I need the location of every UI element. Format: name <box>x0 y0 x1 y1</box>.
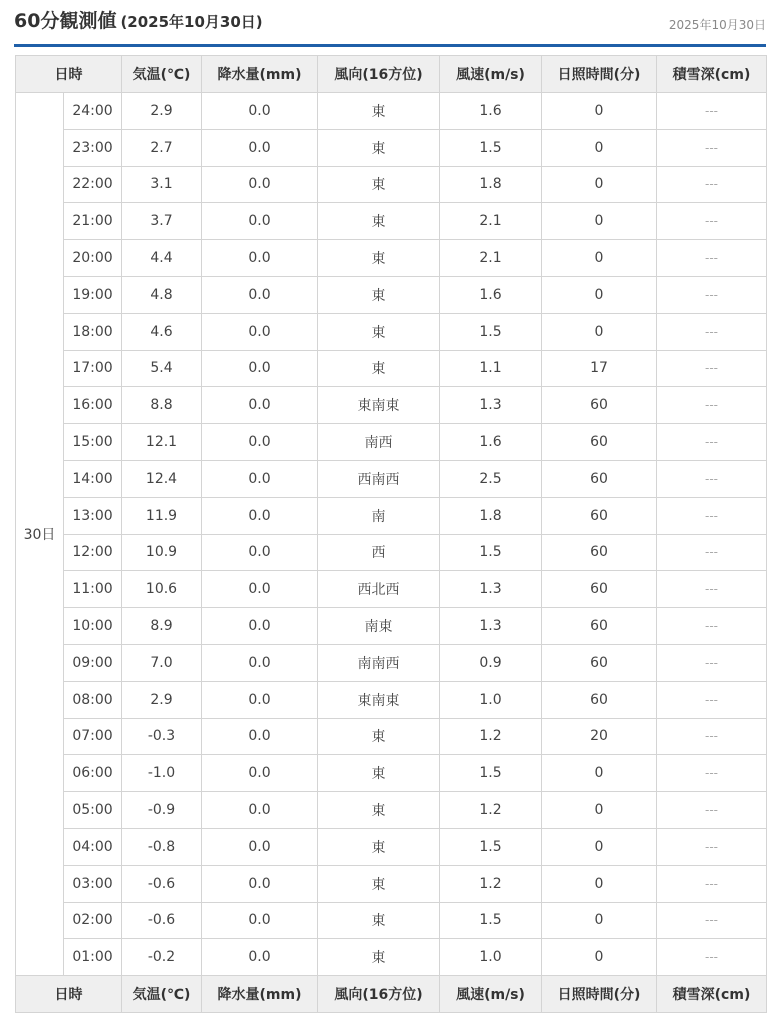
cell-snow-depth: --- <box>657 571 767 608</box>
table-row <box>16 129 767 166</box>
cell-time: 18:00 <box>64 313 122 350</box>
cell-sunshine: 0 <box>542 939 657 976</box>
cell-temperature: -0.6 <box>122 902 202 939</box>
cell-sunshine: 17 <box>542 350 657 387</box>
page-title <box>14 6 263 33</box>
cell-sunshine: 60 <box>542 424 657 461</box>
cell-wind-direction: 東 <box>318 129 440 166</box>
cell-wind-direction: 南東 <box>318 608 440 645</box>
header-date: 2025年10月30日 <box>668 18 766 32</box>
cell-snow-depth: --- <box>657 240 767 277</box>
cell-time: 09:00 <box>64 644 122 681</box>
cell-time: 01:00 <box>64 939 122 976</box>
cell-snow-depth: --- <box>657 203 767 240</box>
cell-temperature: 4.6 <box>122 313 202 350</box>
table-row <box>16 644 767 681</box>
cell-temperature: -1.0 <box>122 755 202 792</box>
cell-wind-direction: 南南西 <box>318 644 440 681</box>
cell-time: 14:00 <box>64 460 122 497</box>
table-row <box>16 828 767 865</box>
cell-precipitation: 0.0 <box>202 424 318 461</box>
cell-temperature: -0.2 <box>122 939 202 976</box>
cell-sunshine: 0 <box>542 240 657 277</box>
cell-wind-speed: 2.1 <box>440 240 542 277</box>
cell-precipitation: 0.0 <box>202 129 318 166</box>
cell-wind-speed: 1.3 <box>440 571 542 608</box>
table-row <box>16 497 767 534</box>
cell-wind-speed: 2.5 <box>440 460 542 497</box>
cell-wind-direction: 東南東 <box>318 681 440 718</box>
cell-sunshine: 0 <box>542 313 657 350</box>
cell-precipitation: 0.0 <box>202 497 318 534</box>
cell-snow-depth: --- <box>657 534 767 571</box>
cell-wind-direction: 東 <box>318 939 440 976</box>
cell-precipitation: 0.0 <box>202 718 318 755</box>
table-row <box>16 755 767 792</box>
cell-wind-speed: 1.2 <box>440 865 542 902</box>
cell-snow-depth: --- <box>657 828 767 865</box>
cell-wind-direction: 東 <box>318 828 440 865</box>
cell-precipitation: 0.0 <box>202 166 318 203</box>
cell-snow-depth: --- <box>657 166 767 203</box>
cell-precipitation: 0.0 <box>202 828 318 865</box>
cell-wind-direction: 東 <box>318 203 440 240</box>
cell-temperature: 5.4 <box>122 350 202 387</box>
cell-snow-depth: --- <box>657 608 767 645</box>
cell-wind-speed: 1.5 <box>440 534 542 571</box>
cell-temperature: -0.8 <box>122 828 202 865</box>
cell-snow-depth: --- <box>657 792 767 829</box>
cell-precipitation: 0.0 <box>202 460 318 497</box>
cell-temperature: 12.1 <box>122 424 202 461</box>
cell-sunshine: 0 <box>542 865 657 902</box>
table-header-row <box>16 56 767 93</box>
cell-time: 19:00 <box>64 276 122 313</box>
table-row <box>16 424 767 461</box>
cell-temperature: 2.7 <box>122 129 202 166</box>
cell-wind-speed: 1.6 <box>440 424 542 461</box>
cell-sunshine: 60 <box>542 534 657 571</box>
footer-sunshine: 日照時間(分) <box>542 976 657 1013</box>
cell-snow-depth: --- <box>657 755 767 792</box>
cell-time: 17:00 <box>64 350 122 387</box>
cell-wind-direction: 東 <box>318 755 440 792</box>
header-snow-depth: 積雪深(cm) <box>657 56 767 93</box>
cell-snow-depth: --- <box>657 313 767 350</box>
cell-wind-speed: 1.2 <box>440 792 542 829</box>
cell-snow-depth: --- <box>657 350 767 387</box>
cell-temperature: -0.9 <box>122 792 202 829</box>
cell-time: 15:00 <box>64 424 122 461</box>
cell-wind-speed: 1.5 <box>440 129 542 166</box>
cell-sunshine: 60 <box>542 608 657 645</box>
cell-wind-direction: 東 <box>318 718 440 755</box>
cell-wind-speed: 1.3 <box>440 608 542 645</box>
table-row <box>16 534 767 571</box>
cell-wind-speed: 1.3 <box>440 387 542 424</box>
table-row <box>16 313 767 350</box>
cell-time: 13:00 <box>64 497 122 534</box>
cell-precipitation: 0.0 <box>202 313 318 350</box>
cell-snow-depth: --- <box>657 387 767 424</box>
header-precipitation: 降水量(mm) <box>202 56 318 93</box>
cell-temperature: 8.9 <box>122 608 202 645</box>
cell-snow-depth: --- <box>657 902 767 939</box>
cell-wind-speed: 1.5 <box>440 313 542 350</box>
cell-snow-depth: --- <box>657 129 767 166</box>
cell-wind-speed: 2.1 <box>440 203 542 240</box>
table-row <box>16 902 767 939</box>
header-wind-direction: 風向(16方位) <box>318 56 440 93</box>
cell-time: 02:00 <box>64 902 122 939</box>
table-row <box>16 203 767 240</box>
cell-wind-direction: 東 <box>318 350 440 387</box>
table-row <box>16 865 767 902</box>
cell-snow-depth: --- <box>657 681 767 718</box>
cell-snow-depth: --- <box>657 276 767 313</box>
cell-wind-direction: 東 <box>318 276 440 313</box>
cell-snow-depth: --- <box>657 424 767 461</box>
cell-wind-direction: 西南西 <box>318 460 440 497</box>
cell-wind-speed: 1.1 <box>440 350 542 387</box>
cell-time: 24:00 <box>64 93 122 130</box>
cell-wind-direction: 南 <box>318 497 440 534</box>
table-row <box>16 276 767 313</box>
observation-table <box>15 55 767 1013</box>
cell-time: 10:00 <box>64 608 122 645</box>
cell-time: 21:00 <box>64 203 122 240</box>
cell-temperature: 2.9 <box>122 681 202 718</box>
cell-time: 12:00 <box>64 534 122 571</box>
cell-precipitation: 0.0 <box>202 571 318 608</box>
footer-precipitation: 降水量(mm) <box>202 976 318 1013</box>
table-row <box>16 718 767 755</box>
cell-wind-speed: 1.6 <box>440 276 542 313</box>
cell-temperature: 11.9 <box>122 497 202 534</box>
cell-sunshine: 20 <box>542 718 657 755</box>
cell-wind-direction: 南西 <box>318 424 440 461</box>
cell-sunshine: 0 <box>542 755 657 792</box>
cell-wind-speed: 1.0 <box>440 681 542 718</box>
cell-time: 11:00 <box>64 571 122 608</box>
table-row <box>16 387 767 424</box>
cell-precipitation: 0.0 <box>202 93 318 130</box>
table-row <box>16 166 767 203</box>
cell-precipitation: 0.0 <box>202 865 318 902</box>
cell-precipitation: 0.0 <box>202 939 318 976</box>
cell-temperature: 3.1 <box>122 166 202 203</box>
table-row <box>16 350 767 387</box>
table-body <box>16 93 767 976</box>
page-header <box>14 0 766 47</box>
cell-precipitation: 0.0 <box>202 387 318 424</box>
cell-wind-speed: 1.8 <box>440 166 542 203</box>
cell-temperature: 4.4 <box>122 240 202 277</box>
cell-precipitation: 0.0 <box>202 902 318 939</box>
cell-time: 08:00 <box>64 681 122 718</box>
cell-snow-depth: --- <box>657 718 767 755</box>
cell-time: 22:00 <box>64 166 122 203</box>
cell-precipitation: 0.0 <box>202 276 318 313</box>
cell-snow-depth: --- <box>657 497 767 534</box>
cell-wind-speed: 1.6 <box>440 93 542 130</box>
cell-sunshine: 0 <box>542 93 657 130</box>
header-wind-speed: 風速(m/s) <box>440 56 542 93</box>
cell-wind-direction: 東南東 <box>318 387 440 424</box>
cell-wind-speed: 1.5 <box>440 755 542 792</box>
cell-temperature: 12.4 <box>122 460 202 497</box>
cell-wind-direction: 東 <box>318 93 440 130</box>
cell-sunshine: 60 <box>542 644 657 681</box>
cell-wind-direction: 東 <box>318 792 440 829</box>
cell-wind-speed: 1.5 <box>440 902 542 939</box>
cell-temperature: 3.7 <box>122 203 202 240</box>
table-row <box>16 460 767 497</box>
cell-snow-depth: --- <box>657 644 767 681</box>
cell-time: 20:00 <box>64 240 122 277</box>
cell-sunshine: 0 <box>542 902 657 939</box>
cell-precipitation: 0.0 <box>202 534 318 571</box>
table-row <box>16 571 767 608</box>
footer-snow-depth: 積雪深(cm) <box>657 976 767 1013</box>
cell-temperature: 7.0 <box>122 644 202 681</box>
cell-time: 06:00 <box>64 755 122 792</box>
cell-wind-direction: 西北西 <box>318 571 440 608</box>
cell-snow-depth: --- <box>657 93 767 130</box>
table-row <box>16 240 767 277</box>
page-title-text: 60分観測値 <box>14 10 117 32</box>
cell-wind-direction: 東 <box>318 313 440 350</box>
header-datetime: 日時 <box>16 56 122 93</box>
cell-day: 30日 <box>16 93 64 976</box>
cell-wind-direction: 東 <box>318 240 440 277</box>
header-temperature: 気温(℃) <box>122 56 202 93</box>
cell-time: 16:00 <box>64 387 122 424</box>
cell-precipitation: 0.0 <box>202 681 318 718</box>
cell-sunshine: 60 <box>542 571 657 608</box>
cell-time: 03:00 <box>64 865 122 902</box>
cell-temperature: 8.8 <box>122 387 202 424</box>
cell-time: 07:00 <box>64 718 122 755</box>
cell-precipitation: 0.0 <box>202 240 318 277</box>
cell-sunshine: 60 <box>542 387 657 424</box>
cell-wind-direction: 東 <box>318 166 440 203</box>
table-row <box>16 939 767 976</box>
cell-wind-speed: 1.2 <box>440 718 542 755</box>
cell-wind-direction: 東 <box>318 865 440 902</box>
cell-precipitation: 0.0 <box>202 792 318 829</box>
page-subtitle: (2025年10月30日) <box>120 13 263 31</box>
footer-temperature: 気温(℃) <box>122 976 202 1013</box>
cell-precipitation: 0.0 <box>202 350 318 387</box>
header-sunshine: 日照時間(分) <box>542 56 657 93</box>
cell-precipitation: 0.0 <box>202 755 318 792</box>
cell-sunshine: 0 <box>542 166 657 203</box>
cell-precipitation: 0.0 <box>202 203 318 240</box>
cell-precipitation: 0.0 <box>202 644 318 681</box>
table-row <box>16 792 767 829</box>
cell-snow-depth: --- <box>657 865 767 902</box>
cell-sunshine: 0 <box>542 203 657 240</box>
table-row <box>16 93 767 130</box>
footer-wind-speed: 風速(m/s) <box>440 976 542 1013</box>
table-row <box>16 681 767 718</box>
cell-sunshine: 0 <box>542 828 657 865</box>
cell-temperature: -0.3 <box>122 718 202 755</box>
cell-sunshine: 60 <box>542 497 657 534</box>
cell-wind-direction: 東 <box>318 902 440 939</box>
cell-temperature: -0.6 <box>122 865 202 902</box>
cell-time: 05:00 <box>64 792 122 829</box>
table-footer-row <box>16 976 767 1013</box>
cell-wind-speed: 1.8 <box>440 497 542 534</box>
cell-sunshine: 0 <box>542 792 657 829</box>
cell-temperature: 4.8 <box>122 276 202 313</box>
cell-temperature: 10.6 <box>122 571 202 608</box>
cell-snow-depth: --- <box>657 939 767 976</box>
cell-sunshine: 60 <box>542 681 657 718</box>
cell-temperature: 10.9 <box>122 534 202 571</box>
cell-sunshine: 0 <box>542 276 657 313</box>
cell-sunshine: 60 <box>542 460 657 497</box>
cell-snow-depth: --- <box>657 460 767 497</box>
cell-sunshine: 0 <box>542 129 657 166</box>
cell-time: 23:00 <box>64 129 122 166</box>
footer-wind-direction: 風向(16方位) <box>318 976 440 1013</box>
cell-temperature: 2.9 <box>122 93 202 130</box>
cell-precipitation: 0.0 <box>202 608 318 645</box>
cell-wind-speed: 1.0 <box>440 939 542 976</box>
cell-wind-direction: 西 <box>318 534 440 571</box>
cell-wind-speed: 0.9 <box>440 644 542 681</box>
cell-time: 04:00 <box>64 828 122 865</box>
cell-wind-speed: 1.5 <box>440 828 542 865</box>
table-row <box>16 608 767 645</box>
footer-datetime: 日時 <box>16 976 122 1013</box>
